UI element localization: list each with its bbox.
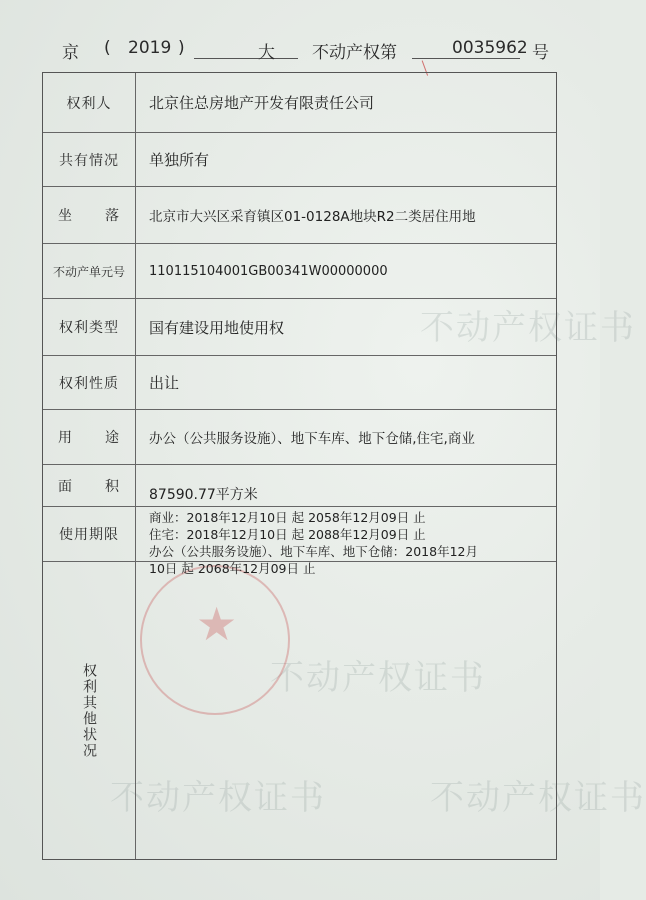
star-icon: ★ <box>196 597 238 651</box>
suffix-text: 号 <box>532 43 549 63</box>
watermark-text: 不动产权证书 <box>110 778 326 818</box>
label-char: 坐 <box>58 208 73 224</box>
table-row <box>43 410 556 465</box>
other-conditions-label: 权利其他状况 <box>81 662 97 759</box>
table-row <box>43 299 556 356</box>
row-label-seat <box>43 187 136 243</box>
term-line: 商业：2018年12月10日 起 2058年12月09日 止 <box>149 510 426 525</box>
watermark-text: 不动产权证书 <box>270 658 486 698</box>
table-row <box>43 244 556 299</box>
label-char: 积 <box>105 478 120 495</box>
watermark-text: 不动产权证书 <box>420 308 636 348</box>
row-label: 权利性质 <box>43 356 136 409</box>
bracket-close: ) <box>178 38 185 58</box>
row-value: 出让 <box>149 374 180 392</box>
cert-type-text: 不动产权第 <box>312 43 397 63</box>
row-value: 办公（公共服务设施）、地下车库、地下仓储,住宅,商业 <box>149 431 475 447</box>
other-conditions-label-cell <box>43 562 136 859</box>
row-value: 北京市大兴区采育镇区01-0128A地块R2二类居住用地 <box>149 209 476 225</box>
bracket-open: ( <box>104 38 111 58</box>
term-line: 办公（公共服务设施）、地下车库、地下仓储：2018年12月 <box>149 544 478 559</box>
table-row <box>43 356 556 410</box>
row-value: 国有建设用地使用权 <box>149 318 285 337</box>
label-char: 途 <box>105 430 120 446</box>
term-line: 10日 起 2068年12月09日 止 <box>149 561 316 576</box>
rights-table <box>42 72 557 860</box>
underline <box>194 58 298 59</box>
certificate-header <box>0 38 600 68</box>
watermark-text: 不动产权证书 <box>430 778 646 818</box>
label-char: 落 <box>105 208 120 224</box>
row-value: 87590.77平方米 <box>149 487 258 503</box>
row-label: 共有情况 <box>43 133 136 186</box>
label-char: 用 <box>58 430 73 446</box>
row-label-usage-cell <box>43 410 136 464</box>
row-label-area-cell <box>43 465 136 506</box>
row-label <box>58 476 120 496</box>
row-label: 使用期限 <box>43 507 136 561</box>
label-char: 面 <box>58 478 73 495</box>
table-row <box>43 133 556 187</box>
cert-number: 0035962 <box>452 38 528 58</box>
table-row <box>43 73 556 133</box>
table-row <box>43 465 556 507</box>
row-label: 权利人 <box>43 73 136 132</box>
table-row <box>43 187 556 244</box>
region-text: 京 <box>62 43 79 63</box>
year-text: 2019 <box>128 38 172 58</box>
district-text: 大 <box>258 43 275 63</box>
row-value: 单独所有 <box>149 151 210 169</box>
row-label <box>58 427 120 447</box>
row-label-location <box>58 205 120 225</box>
term-line: 住宅：2018年12月10日 起 2088年12月09日 止 <box>149 527 426 542</box>
row-value: 北京住总房地产开发有限责任公司 <box>149 94 375 112</box>
row-label: 权利类型 <box>43 299 136 355</box>
row-value: 110115104001GB00341W00000000 <box>149 263 388 279</box>
row-label: 不动产单元号 <box>43 244 136 298</box>
